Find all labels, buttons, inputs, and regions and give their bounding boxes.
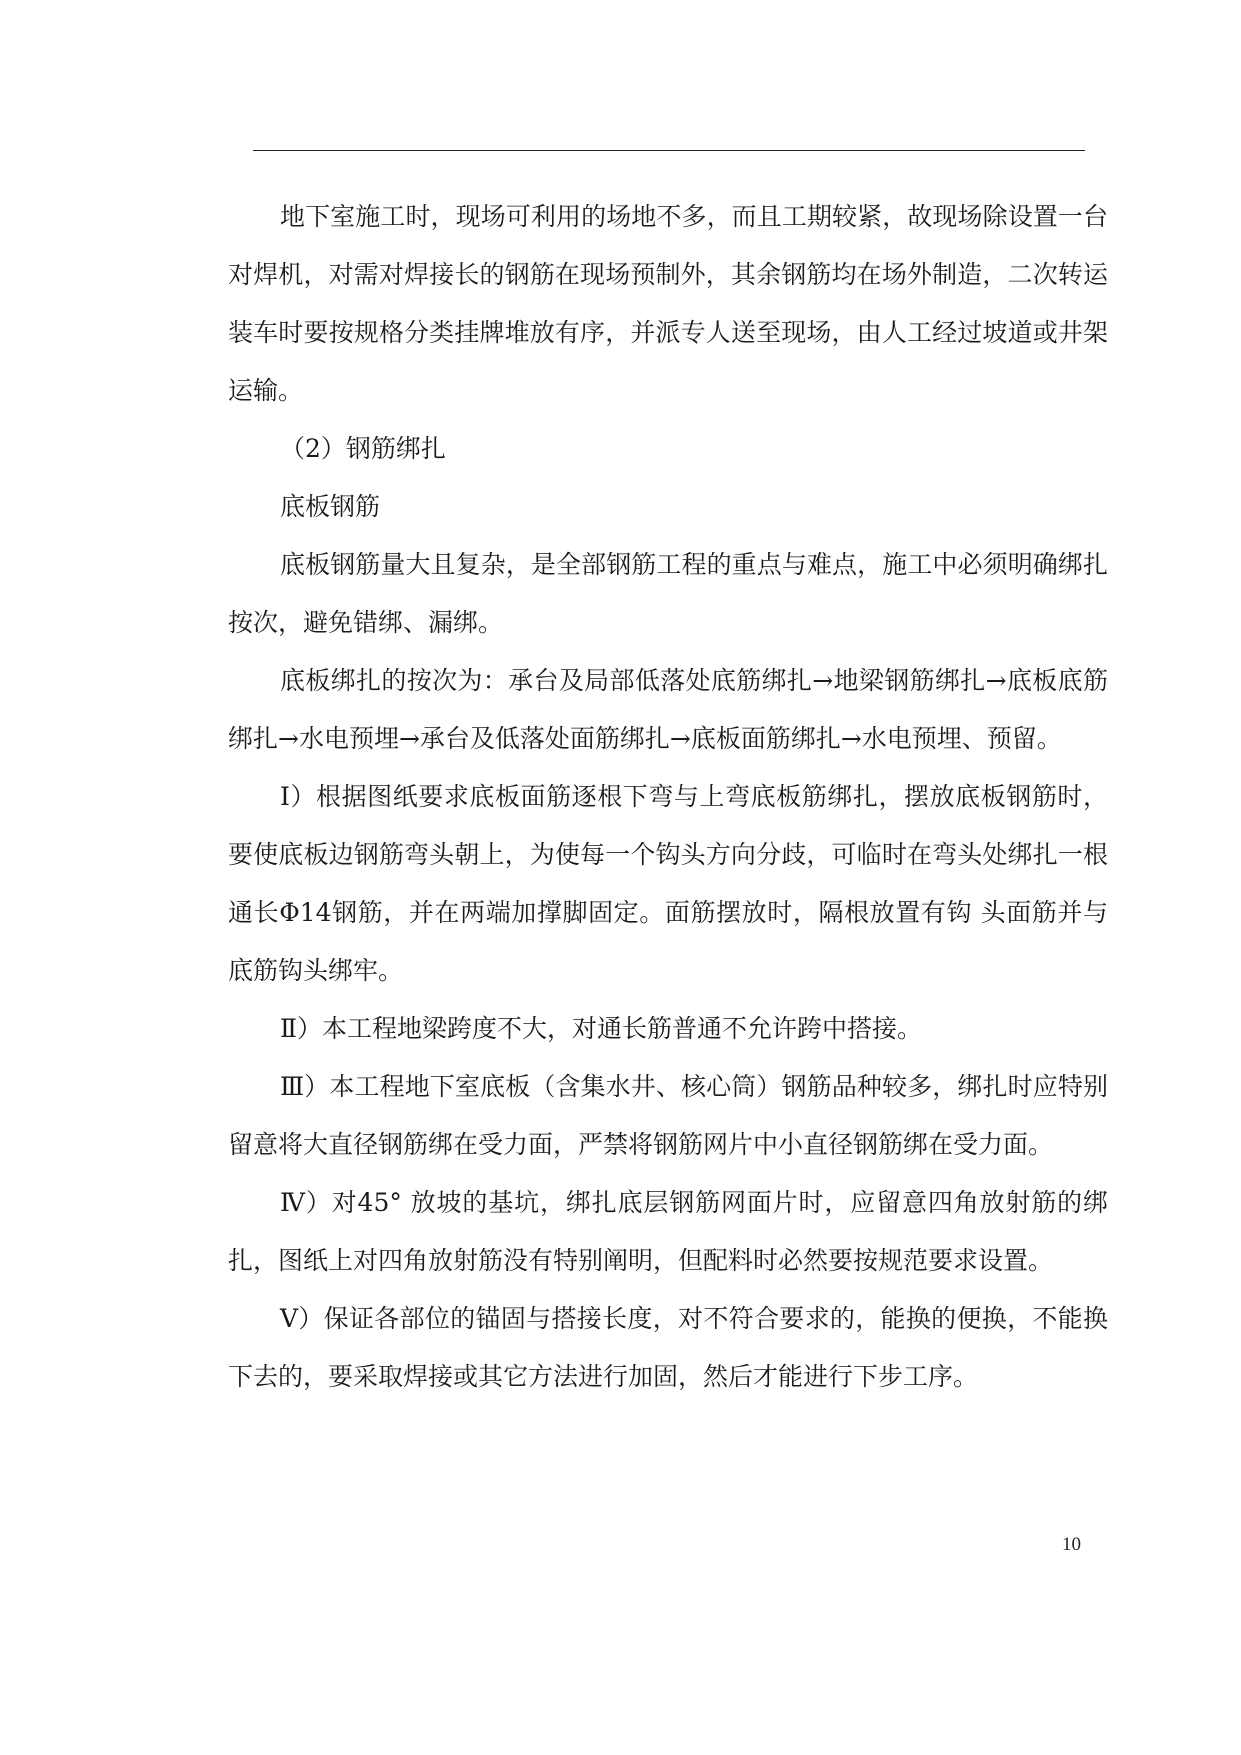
paragraph-item-3: Ⅲ）本工程地下室底板（含集水井、核心筒）钢筋品种较多，绑扎时应特别留意将大直径钢筋绑在受力面，严禁将钢筋网片中小直径钢筋绑在受力面。 [228, 1072, 1108, 1159]
header-rule [253, 150, 1085, 151]
paragraph-site-transport: 地下室施工时，现场可利用的场地不多，而且工期较紧，故现场除设置一台对焊机，对需对焊接长的钢筋在现场预制外，其余钢筋均在场外制造，二次转运装车时要按规格分类挂牌堆放有序，并派专人送至现场，由人工经过坡道或井架运输。 [228, 202, 1108, 405]
paragraph-binding-sequence: 底板绑扎的按次为：承台及局部低落处底筋绑扎→地梁钢筋绑扎→底板底筋绑扎→水电预埋→承台及低落处面筋绑扎→底板面筋绑扎→水电预埋、预留。 [228, 666, 1108, 753]
page-number: 10 [1062, 1534, 1081, 1555]
paragraph-item-5: Ⅴ）保证各部位的锚固与搭接长度，对不符合要求的，能换的便换，不能换下去的，要采取焊接或其它方法进行加固，然后才能进行下步工序。 [228, 1304, 1108, 1391]
subheading-floor-slab-rebar: 底板钢筋 [280, 492, 381, 521]
section-heading-rebar-binding: （2）钢筋绑扎 [280, 434, 446, 463]
paragraph-item-1: Ⅰ）根据图纸要求底板面筋逐根下弯与上弯底板筋绑扎，摆放底板钢筋时，要使底板边钢筋弯头朝上，为使每一个钩头方向分歧，可临时在弯头处绑扎一根通长Φ14钢筋，并在两端加撑脚固定。面筋摆放时，隔根放置有钩 头面筋并与底筋钩头绑牢。 [228, 782, 1108, 985]
paragraph-item-2: Ⅱ）本工程地梁跨度不大，对通长筋普通不允许跨中搭接。 [280, 1014, 922, 1043]
paragraph-slab-rebar-overview: 底板钢筋量大且复杂，是全部钢筋工程的重点与难点，施工中必须明确绑扎按次，避免错绑、漏绑。 [228, 550, 1108, 637]
paragraph-item-4: Ⅳ）对45° 放坡的基坑，绑扎底层钢筋网面片时，应留意四角放射筋的绑扎，图纸上对四角放射筋没有特别阐明，但配料时必然要按规范要求设置。 [228, 1188, 1108, 1275]
body-text [228, 188, 1108, 1406]
